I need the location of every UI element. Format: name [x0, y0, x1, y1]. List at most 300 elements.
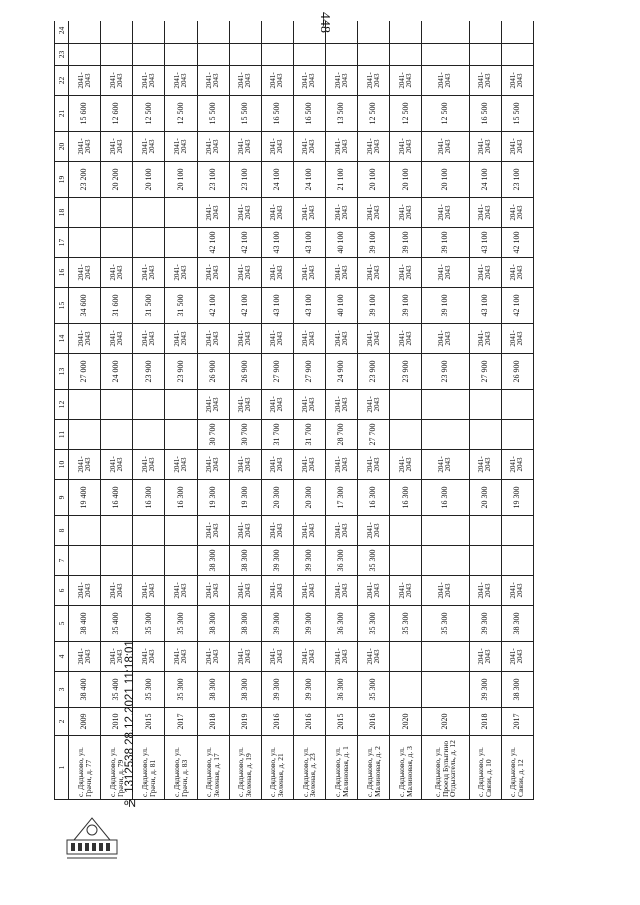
value-cell: 2041-2043	[165, 258, 197, 288]
value-cell: 15 500	[229, 96, 261, 132]
value-cell: 2041-2043	[422, 324, 469, 354]
value-cell: 2041-2043	[101, 576, 133, 606]
value-cell	[133, 390, 165, 420]
value-cell: 42 100	[229, 288, 261, 324]
value-cell: 23 900	[358, 354, 390, 390]
value-cell: 2041-2043	[326, 258, 358, 288]
value-cell	[501, 44, 533, 66]
value-cell: 2041-2043	[326, 516, 358, 546]
value-cell: 24 900	[326, 354, 358, 390]
table-row	[390, 21, 422, 800]
value-cell: 2041-2043	[69, 450, 101, 480]
value-cell: 13 500	[326, 96, 358, 132]
value-cell: 2041-2043	[229, 450, 261, 480]
value-cell: 38 300	[229, 546, 261, 576]
value-cell: 2041-2043	[261, 642, 293, 672]
value-cell: 2041-2043	[293, 66, 325, 96]
value-cell	[469, 420, 501, 450]
value-cell: 2041-2043	[165, 450, 197, 480]
value-cell: 2041-2043	[229, 66, 261, 96]
value-cell: 42 100	[197, 288, 229, 324]
value-cell: 2041-2043	[293, 576, 325, 606]
value-cell: 16 300	[358, 480, 390, 516]
value-cell: 2041-2043	[69, 642, 101, 672]
column-header: 5	[55, 606, 69, 642]
value-cell	[133, 546, 165, 576]
value-cell: 24 100	[469, 162, 501, 198]
value-cell: 2041-2043	[197, 258, 229, 288]
value-cell: 39 100	[358, 228, 390, 258]
value-cell	[469, 390, 501, 420]
column-header: 23	[55, 44, 69, 66]
value-cell: 2041-2043	[197, 66, 229, 96]
value-cell: 2041-2043	[501, 324, 533, 354]
value-cell: 12 500	[133, 96, 165, 132]
value-cell: 2041-2043	[261, 390, 293, 420]
value-cell: 2041-2043	[422, 450, 469, 480]
value-cell: 2041-2043	[469, 324, 501, 354]
value-cell: 2041-2043	[69, 324, 101, 354]
value-cell: 2041-2043	[197, 450, 229, 480]
value-cell	[101, 420, 133, 450]
column-header: 20	[55, 132, 69, 162]
value-cell: 27 900	[293, 354, 325, 390]
value-cell: 16 300	[422, 480, 469, 516]
value-cell: 2041-2043	[390, 324, 422, 354]
value-cell: 2041-2043	[133, 324, 165, 354]
value-cell: 2041-2043	[422, 576, 469, 606]
year-cell: 2016	[293, 708, 325, 736]
value-cell: 2041-2043	[358, 642, 390, 672]
value-cell: 30 700	[197, 420, 229, 450]
value-cell: 2041-2043	[69, 132, 101, 162]
value-cell	[101, 546, 133, 576]
value-cell: 31 500	[133, 288, 165, 324]
value-cell: 36 300	[326, 546, 358, 576]
address-cell: с. Дядьково, ул. Проезд Булыгино Отдыхатель, д. 12	[422, 736, 469, 800]
value-cell: 31 500	[165, 288, 197, 324]
address-cell: с. Дядьково, ул. Зеленая, д. 17	[197, 736, 229, 800]
value-cell: 2041-2043	[261, 576, 293, 606]
value-cell: 2041-2043	[501, 258, 533, 288]
value-cell	[101, 228, 133, 258]
value-cell: 43 100	[261, 228, 293, 258]
value-cell: 2041-2043	[165, 132, 197, 162]
column-header: 6	[55, 576, 69, 606]
year-cell: 2015	[326, 708, 358, 736]
value-cell: 35 400	[101, 606, 133, 642]
column-header: 8	[55, 516, 69, 546]
table-row	[501, 21, 533, 800]
table-row	[293, 21, 325, 800]
value-cell: 38 400	[69, 606, 101, 642]
value-cell: 2041-2043	[358, 132, 390, 162]
value-cell: 27 000	[69, 354, 101, 390]
value-cell: 23 900	[422, 354, 469, 390]
value-cell: 16 300	[165, 480, 197, 516]
value-cell: 19 400	[69, 480, 101, 516]
value-cell: 2041-2043	[229, 642, 261, 672]
value-cell: 19 300	[197, 480, 229, 516]
value-cell	[101, 21, 133, 44]
value-cell: 16 500	[261, 96, 293, 132]
value-cell: 12 500	[165, 96, 197, 132]
value-cell: 20 300	[469, 480, 501, 516]
value-cell: 31 700	[261, 420, 293, 450]
value-cell: 30 700	[229, 420, 261, 450]
value-cell	[229, 44, 261, 66]
value-cell: 2041-2043	[358, 324, 390, 354]
value-cell: 36 300	[326, 606, 358, 642]
value-cell	[390, 44, 422, 66]
value-cell	[422, 516, 469, 546]
value-cell: 2041-2043	[197, 324, 229, 354]
address-cell: с. Дядьково, ул. Грачи, д. 83	[165, 736, 197, 800]
value-cell: 23 900	[390, 354, 422, 390]
value-cell	[165, 420, 197, 450]
value-cell: 2041-2043	[197, 576, 229, 606]
value-cell	[469, 546, 501, 576]
value-cell: 23 900	[165, 354, 197, 390]
year-cell: 2015	[133, 708, 165, 736]
value-cell: 2041-2043	[358, 66, 390, 96]
value-cell: 43 100	[469, 288, 501, 324]
address-cell: с. Дядьково, ул. Зеленая, д. 23	[293, 736, 325, 800]
value-cell: 2041-2043	[358, 258, 390, 288]
address-cell: с. Дядьково, ул. Связи, д. 10	[469, 736, 501, 800]
value-cell: 2041-2043	[165, 576, 197, 606]
column-header: 21	[55, 96, 69, 132]
value-cell: 43 100	[261, 288, 293, 324]
value-cell: 2041-2043	[101, 642, 133, 672]
column-header: 1	[55, 736, 69, 800]
value-cell: 39 300	[293, 672, 325, 708]
value-cell: 2041-2043	[133, 642, 165, 672]
value-cell: 16 300	[390, 480, 422, 516]
value-cell: 2041-2043	[293, 198, 325, 228]
value-cell: 20 200	[101, 162, 133, 198]
year-cell: 2010	[101, 708, 133, 736]
value-cell	[390, 672, 422, 708]
year-cell: 2020	[390, 708, 422, 736]
column-header: 24	[55, 21, 69, 44]
value-cell	[390, 21, 422, 44]
value-cell: 26 900	[229, 354, 261, 390]
value-cell: 2041-2043	[133, 450, 165, 480]
table-row	[229, 21, 261, 800]
value-cell: 26 900	[501, 354, 533, 390]
value-cell: 2041-2043	[69, 66, 101, 96]
value-cell: 2041-2043	[197, 390, 229, 420]
value-cell: 12 600	[101, 96, 133, 132]
value-cell: 2041-2043	[293, 450, 325, 480]
column-header: 3	[55, 672, 69, 708]
value-cell	[229, 21, 261, 44]
value-cell: 16 300	[133, 480, 165, 516]
column-header: 22	[55, 66, 69, 96]
value-cell: 26 900	[197, 354, 229, 390]
year-cell: 2018	[197, 708, 229, 736]
value-cell	[165, 21, 197, 44]
value-cell: 35 300	[358, 672, 390, 708]
value-cell	[197, 21, 229, 44]
value-cell: 2041-2043	[358, 516, 390, 546]
value-cell: 38 300	[197, 672, 229, 708]
value-cell	[261, 21, 293, 44]
value-cell	[133, 21, 165, 44]
table-row	[165, 21, 197, 800]
value-cell: 35 300	[133, 606, 165, 642]
value-cell: 38 300	[229, 606, 261, 642]
value-cell	[293, 21, 325, 44]
value-cell	[422, 546, 469, 576]
document-footer-stamp: № 1312538 28.12.2021 11:18:01	[124, 640, 136, 808]
value-cell: 2041-2043	[390, 132, 422, 162]
value-cell: 2041-2043	[501, 576, 533, 606]
value-cell: 35 300	[358, 606, 390, 642]
value-cell: 2041-2043	[293, 390, 325, 420]
value-cell: 2041-2043	[469, 132, 501, 162]
value-cell: 39 100	[390, 228, 422, 258]
value-cell: 2041-2043	[293, 258, 325, 288]
table-row	[469, 21, 501, 800]
value-cell: 23 100	[197, 162, 229, 198]
value-cell	[390, 390, 422, 420]
address-cell: с. Дядьково, ул. Малиновая, д. 3	[390, 736, 422, 800]
value-cell: 2041-2043	[501, 198, 533, 228]
value-cell: 2041-2043	[101, 258, 133, 288]
value-cell: 2041-2043	[261, 324, 293, 354]
year-cell: 2018	[469, 708, 501, 736]
value-cell	[69, 546, 101, 576]
value-cell: 2041-2043	[358, 450, 390, 480]
value-cell	[422, 44, 469, 66]
value-cell: 2041-2043	[197, 642, 229, 672]
value-cell: 43 100	[293, 288, 325, 324]
value-cell: 2041-2043	[293, 642, 325, 672]
value-cell: 31 600	[101, 288, 133, 324]
page-number: 448	[317, 11, 332, 33]
value-cell: 12 500	[390, 96, 422, 132]
value-cell: 2041-2043	[422, 66, 469, 96]
value-cell: 21 100	[326, 162, 358, 198]
value-cell	[501, 546, 533, 576]
value-cell	[165, 390, 197, 420]
value-cell	[133, 420, 165, 450]
value-cell: 23 900	[133, 354, 165, 390]
column-header: 14	[55, 324, 69, 354]
value-cell: 39 300	[261, 672, 293, 708]
value-cell	[165, 44, 197, 66]
value-cell: 39 300	[469, 672, 501, 708]
value-cell	[390, 642, 422, 672]
value-cell	[326, 21, 358, 44]
table-row	[69, 21, 101, 800]
address-cell: с. Дядьково, ул. Грачи, д. 81	[133, 736, 165, 800]
value-cell: 2041-2043	[326, 642, 358, 672]
table-row	[261, 21, 293, 800]
value-cell: 35 400	[101, 672, 133, 708]
value-cell: 19 300	[229, 480, 261, 516]
address-cell: с. Дядьково, ул. Грачи, д. 79	[101, 736, 133, 800]
value-cell: 43 100	[469, 228, 501, 258]
value-cell: 2041-2043	[261, 258, 293, 288]
value-cell	[501, 516, 533, 546]
value-cell: 2041-2043	[293, 132, 325, 162]
value-cell: 42 100	[501, 228, 533, 258]
value-cell: 35 300	[358, 546, 390, 576]
address-cell: с. Дядьково, ул. Грачи, д. 77	[69, 736, 101, 800]
table-row	[326, 21, 358, 800]
value-cell	[133, 228, 165, 258]
value-cell	[69, 420, 101, 450]
value-cell: 24 100	[293, 162, 325, 198]
value-cell: 2041-2043	[165, 642, 197, 672]
value-cell: 2041-2043	[326, 324, 358, 354]
value-cell: 20 100	[422, 162, 469, 198]
column-header: 11	[55, 420, 69, 450]
value-cell: 12 500	[358, 96, 390, 132]
column-header: 19	[55, 162, 69, 198]
value-cell	[469, 21, 501, 44]
value-cell: 24 000	[101, 354, 133, 390]
value-cell: 20 100	[390, 162, 422, 198]
value-cell	[101, 44, 133, 66]
value-cell: 31 700	[293, 420, 325, 450]
value-cell: 20 100	[133, 162, 165, 198]
value-cell: 2041-2043	[69, 258, 101, 288]
value-cell: 2041-2043	[133, 576, 165, 606]
value-cell	[422, 642, 469, 672]
value-cell: 2041-2043	[390, 258, 422, 288]
value-cell: 2041-2043	[469, 258, 501, 288]
header-row	[55, 21, 69, 800]
value-cell: 36 300	[326, 672, 358, 708]
value-cell	[133, 198, 165, 228]
value-cell: 2041-2043	[165, 324, 197, 354]
value-cell: 39 100	[422, 288, 469, 324]
value-cell: 39 100	[358, 288, 390, 324]
value-cell: 23 100	[229, 162, 261, 198]
value-cell	[101, 198, 133, 228]
value-cell: 23 200	[69, 162, 101, 198]
column-header: 4	[55, 642, 69, 672]
value-cell: 2041-2043	[501, 66, 533, 96]
value-cell: 15 600	[69, 96, 101, 132]
value-cell: 2041-2043	[422, 258, 469, 288]
value-cell: 2041-2043	[390, 450, 422, 480]
value-cell	[501, 420, 533, 450]
value-cell: 35 300	[165, 672, 197, 708]
value-cell: 39 300	[469, 606, 501, 642]
value-cell: 38 300	[501, 672, 533, 708]
year-cell: 2019	[229, 708, 261, 736]
value-cell: 17 300	[326, 480, 358, 516]
value-cell: 2041-2043	[358, 576, 390, 606]
value-cell: 20 100	[165, 162, 197, 198]
value-cell: 2041-2043	[101, 66, 133, 96]
value-cell: 2041-2043	[69, 576, 101, 606]
value-cell: 2041-2043	[229, 390, 261, 420]
value-cell: 2041-2043	[390, 198, 422, 228]
year-cell: 2017	[165, 708, 197, 736]
value-cell: 2041-2043	[229, 576, 261, 606]
value-cell	[501, 390, 533, 420]
value-cell	[501, 21, 533, 44]
column-header: 18	[55, 198, 69, 228]
value-cell: 2041-2043	[261, 450, 293, 480]
value-cell: 2041-2043	[197, 198, 229, 228]
value-cell: 39 100	[390, 288, 422, 324]
year-cell: 2016	[261, 708, 293, 736]
address-cell: с. Дядьково, ул. Зеленая, д. 21	[261, 736, 293, 800]
value-cell: 2041-2043	[261, 132, 293, 162]
value-cell: 38 300	[501, 606, 533, 642]
value-cell	[197, 44, 229, 66]
table-row	[197, 21, 229, 800]
value-cell: 27 700	[358, 420, 390, 450]
value-cell: 2041-2043	[229, 198, 261, 228]
year-cell: 2009	[69, 708, 101, 736]
column-header: 12	[55, 390, 69, 420]
value-cell: 2041-2043	[101, 132, 133, 162]
value-cell: 39 300	[293, 606, 325, 642]
value-cell: 2041-2043	[469, 642, 501, 672]
column-header: 9	[55, 480, 69, 516]
value-cell: 2041-2043	[101, 450, 133, 480]
value-cell	[422, 420, 469, 450]
value-cell: 2041-2043	[326, 576, 358, 606]
value-cell: 2041-2043	[261, 198, 293, 228]
value-cell	[165, 516, 197, 546]
address-cell: с. Дядьково, ул. Малиновая, д. 2	[358, 736, 390, 800]
value-cell	[69, 516, 101, 546]
value-cell: 19 300	[501, 480, 533, 516]
value-cell: 2041-2043	[133, 132, 165, 162]
column-header: 16	[55, 258, 69, 288]
value-cell: 40 100	[326, 288, 358, 324]
value-cell: 2041-2043	[326, 450, 358, 480]
year-cell: 2020	[422, 708, 469, 736]
value-cell: 2041-2043	[133, 66, 165, 96]
column-header: 13	[55, 354, 69, 390]
value-cell: 35 300	[390, 606, 422, 642]
value-cell: 39 100	[422, 228, 469, 258]
column-header: 2	[55, 708, 69, 736]
value-cell: 20 300	[293, 480, 325, 516]
value-cell	[165, 198, 197, 228]
value-cell	[101, 516, 133, 546]
value-cell	[326, 44, 358, 66]
value-cell: 2041-2043	[133, 258, 165, 288]
value-cell	[69, 390, 101, 420]
value-cell: 16 400	[101, 480, 133, 516]
value-cell: 2041-2043	[293, 324, 325, 354]
value-cell: 39 300	[261, 606, 293, 642]
value-cell	[69, 228, 101, 258]
table-row	[422, 21, 469, 800]
value-cell: 15 500	[501, 96, 533, 132]
value-cell: 2041-2043	[501, 132, 533, 162]
value-cell	[69, 21, 101, 44]
column-header: 17	[55, 228, 69, 258]
value-cell: 2041-2043	[261, 516, 293, 546]
value-cell	[133, 44, 165, 66]
value-cell: 39 300	[261, 546, 293, 576]
address-cell: с. Дядьково, ул. Зеленая, д. 19	[229, 736, 261, 800]
value-cell: 2041-2043	[229, 516, 261, 546]
value-cell: 38 300	[229, 672, 261, 708]
